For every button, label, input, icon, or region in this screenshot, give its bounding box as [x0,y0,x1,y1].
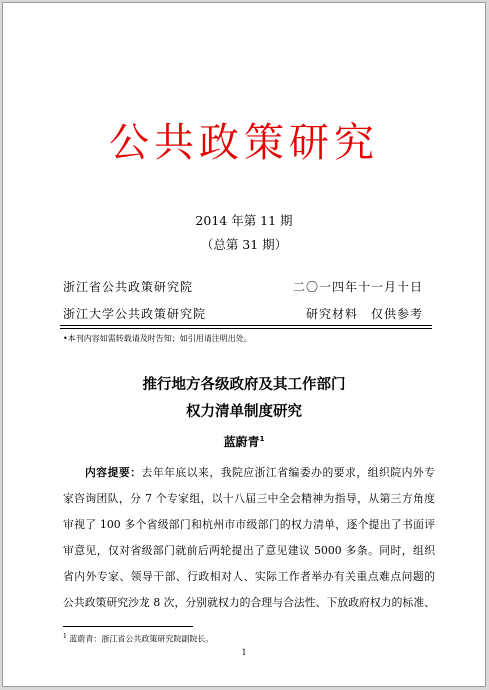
header-rule-top [60,325,432,326]
usage-note: 研究材料 仅供参考 [306,307,424,321]
page-number: 1 [241,648,247,657]
author-name: 蓝蔚青 [223,435,260,449]
total-issue-number: （总第 31 期） [200,237,288,252]
footnote-text: 蓝蔚青：浙江省公共政策研究院副院长。 [69,634,214,644]
publication-date: 二〇一四年十一月十日 [293,280,424,294]
abstract-line-3: 审视了 100 多个省级部门和杭州市市级部门的权力清单，逐个提出了书面评 [63,518,435,531]
journal-masthead: 公共政策研究 [109,120,379,166]
abstract-line-2: 家咨询团队，分 7 个专家组，以十八届三中全会精神为指导，从第三方角度 [63,492,435,505]
document-page [2,2,486,687]
publisher-org-2: 浙江大学公共政策研究院 [63,307,207,321]
article-author [3,433,485,450]
footnote-mark: 1 [63,633,67,640]
publisher-org-1: 浙江省公共政策研究院 [63,280,194,294]
footnote-separator [63,626,193,627]
abstract-line-1 [85,465,435,480]
reprint-notice: •本刊内容如需转载请及时告知；如引用请注明出处。 [63,334,252,343]
article-title-line-1: 推行地方各级政府及其工作部门 [142,377,346,393]
abstract-label: 内容提要： [85,466,142,479]
header-rule-bottom [60,328,432,329]
author-footnote-mark: 1 [259,435,265,443]
footnote [63,633,213,645]
issue-number: 2014 年第 11 期 [195,213,293,228]
abstract-line-4: 审意见，仅对省级部门就前后两轮提出了意见建议 5000 多条。同时，组织 [63,544,435,557]
article-title-line-2: 权力清单制度研究 [186,404,302,420]
abstract-line-5: 省内外专家、领导干部、行政相对人、实际工作者举办有关重点难点问题的 [63,570,435,583]
abstract-line-6: 公共政策研究沙龙 8 次，分别就权力的合理与合法性、下放政府权力的标准、 [63,596,435,609]
abstract-text: 去年年底以来，我院应浙江省编委办的要求，组织院内外专 [141,466,435,479]
